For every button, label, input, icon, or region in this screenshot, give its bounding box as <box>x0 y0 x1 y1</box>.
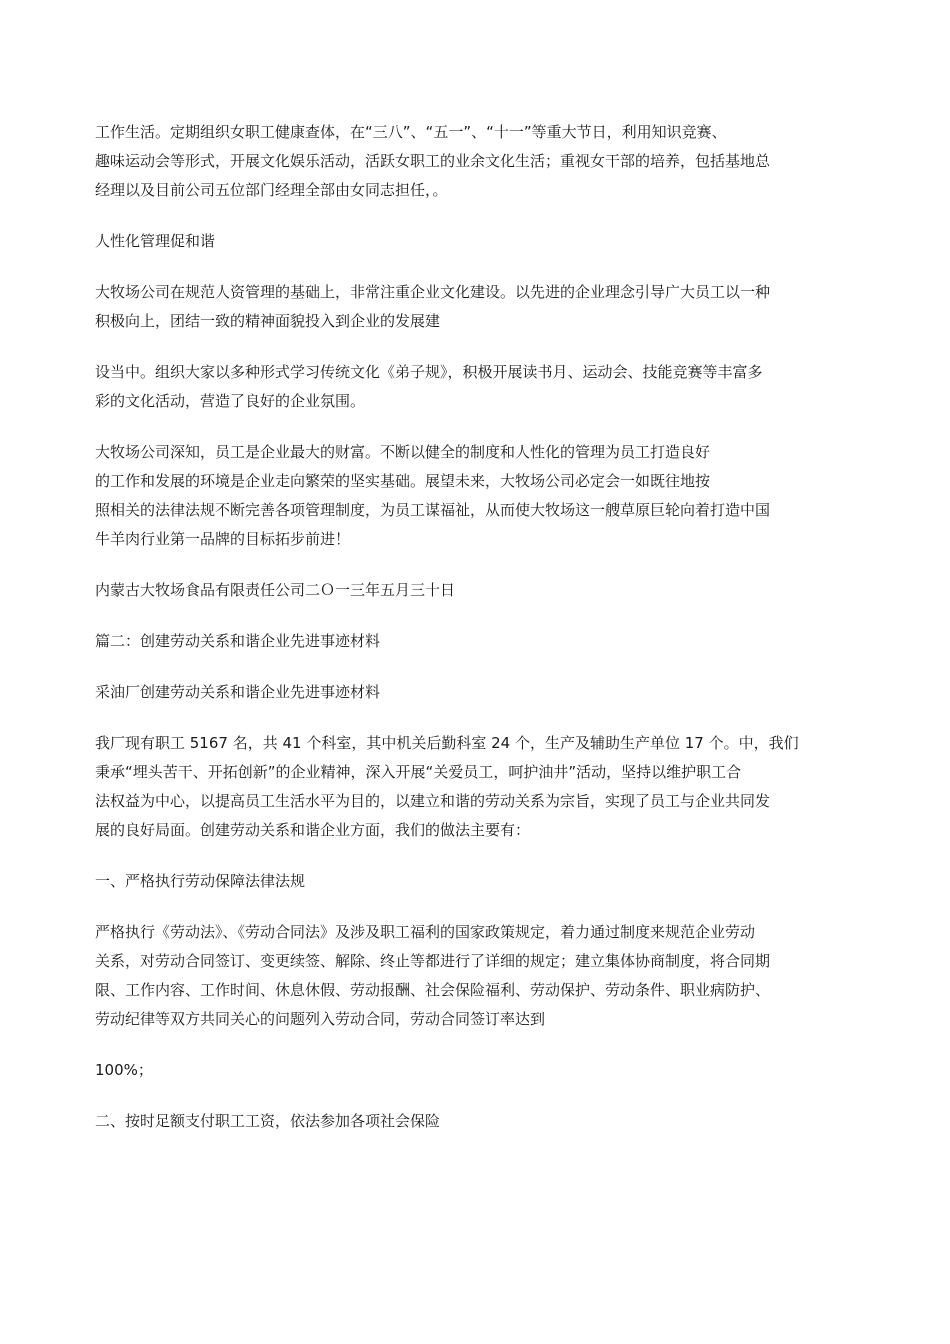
text-line: 积极向上，团结一致的精神面貌投入到企业的发展建 <box>95 312 441 330</box>
text-line: 秉承“埋头苦干、开拓创新”的企业精神，深入开展“关爱员工，呵护油井”活动，坚持以维护职工合 <box>95 763 742 781</box>
text-line: 内蒙古大牧场食品有限责任公司二Ｏ一三年五月三十日 <box>95 581 456 599</box>
text-line: 经理以及目前公司五位部门经理全部由女同志担任，。 <box>95 181 448 199</box>
paragraph-labor-contract <box>95 918 875 1034</box>
text-line: 大牧场公司深知，员工是企业最大的财富。不断以健全的制度和人性化的管理为员工打造良好 <box>95 443 711 461</box>
text-line: 限、工作内容、工作时间、休息休假、劳动报酬、社会保险福利、劳动保护、劳动条件、职业病防护、 <box>95 981 771 999</box>
text-line: 采油厂创建劳动关系和谐企业先进事迹材料 <box>95 683 381 701</box>
document-title-oil-plant <box>95 678 875 707</box>
text-line: 关系，对劳动合同签订、变更续签、解除、终止等都进行了详细的规定；建立集体协商制度，将合同期 <box>95 952 771 970</box>
section-heading-part-two <box>95 627 875 656</box>
text-line: 牛羊肉行业第一品牌的目标拓步前进！ <box>95 530 351 548</box>
paragraph-female-staff <box>95 118 875 205</box>
paragraph-outlook <box>95 438 875 554</box>
paragraph-corporate-culture <box>95 278 875 336</box>
text-line: 彩的文化活动，营造了良好的企业氛围。 <box>95 392 366 410</box>
text-line: 100%； <box>95 1061 153 1079</box>
text-line: 人性化管理促和谐 <box>95 232 216 250</box>
section-heading-labor-law <box>95 867 875 896</box>
text-line: 一、严格执行劳动保障法律法规 <box>95 872 306 890</box>
paragraph-culture-activities <box>95 358 875 416</box>
section-heading-wages-insurance <box>95 1107 875 1136</box>
text-line: 劳动纪律等双方共同关心的问题列入劳动合同，劳动合同签订率达到 <box>95 1010 546 1028</box>
section-heading-humanized-management <box>95 227 875 256</box>
text-line: 篇二：创建劳动关系和谐企业先进事迹材料 <box>95 632 381 650</box>
text-line: 严格执行《劳动法》、《劳动合同法》及涉及职工福利的国家政策规定，着力通过制度来规范企业劳动 <box>95 923 756 941</box>
paragraph-contract-rate <box>95 1056 875 1085</box>
text-line: 的工作和发展的环境是企业走向繁荣的坚实基础。展望未来，大牧场公司必定会一如既往地按 <box>95 472 711 490</box>
text-line: 设当中。组织大家以多种形式学习传统文化《弟子规》，积极开展读书月、运动会、技能竞赛等丰富多 <box>95 363 763 381</box>
text-line: 法权益为中心，以提高员工生活水平为目的，以建立和谐的劳动关系为宗旨，实现了员工与企业共同发 <box>95 792 771 810</box>
document-body <box>95 118 875 1158</box>
text-line: 展的良好局面。创建劳动关系和谐企业方面，我们的做法主要有： <box>95 821 531 839</box>
text-line: 照相关的法律法规不断完善各项管理制度，为员工谋福祉，从而使大牧场这一艘草原巨轮向着打造中国 <box>95 501 771 519</box>
paragraph-oil-plant-overview <box>95 729 875 845</box>
text-line: 我厂现有职工 5167 名，共 41 个科室，其中机关后勤科室 24 个，生产及辅助生产单位 17 个。中，我们 <box>95 734 799 752</box>
text-line: 二、按时足额支付职工工资，依法参加各项社会保险 <box>95 1112 441 1130</box>
text-line: 工作生活。定期组织女职工健康查体，在“三八”、“五一”、“十一”等重大节日，利用知识竞赛、 <box>95 123 727 141</box>
signature-line <box>95 576 875 605</box>
text-line: 大牧场公司在规范人资管理的基础上，非常注重企业文化建设。以先进的企业理念引导广大员工以一种 <box>95 283 771 301</box>
text-line: 趣味运动会等形式，开展文化娱乐活动，活跃女职工的业余文化生活；重视女干部的培养，包括基地总 <box>95 152 771 170</box>
